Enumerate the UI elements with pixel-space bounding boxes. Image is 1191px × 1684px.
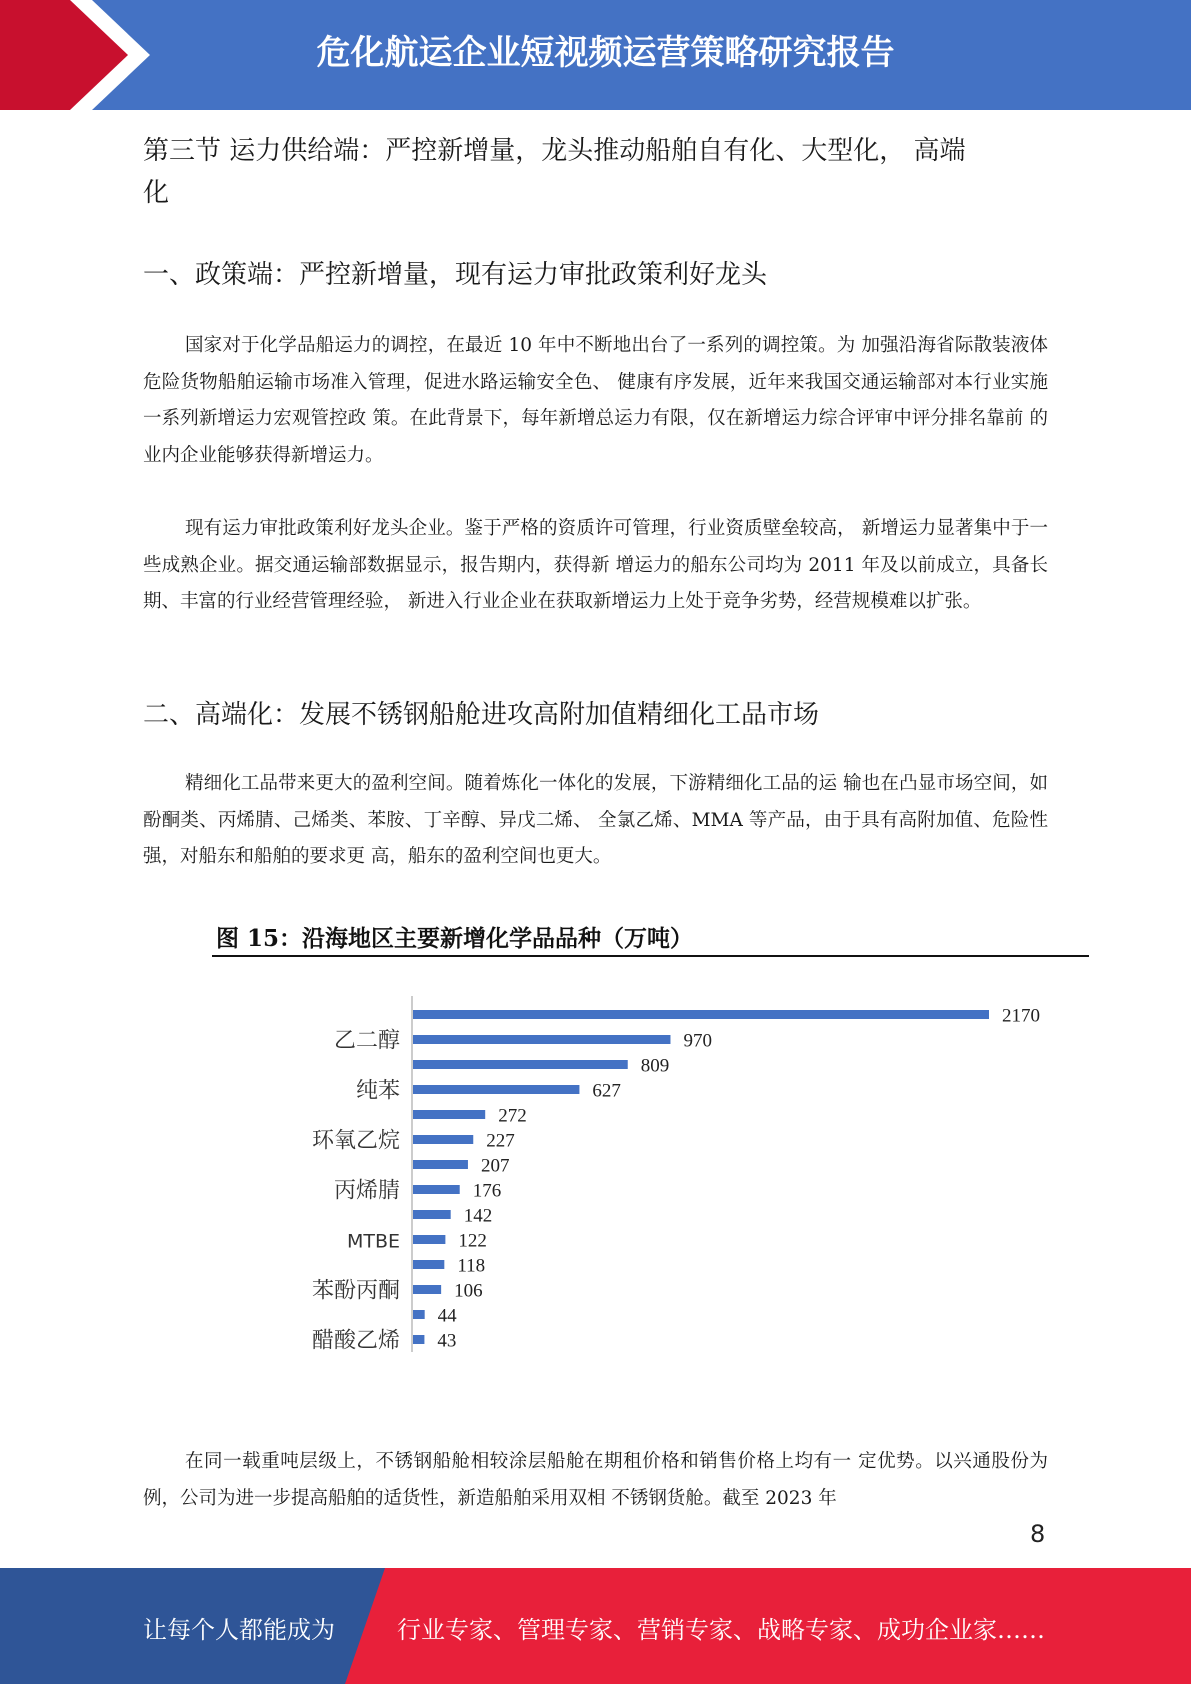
chart-value-label: 970	[683, 1030, 712, 1052]
chart-bar	[413, 1035, 670, 1044]
chart-bar	[413, 1110, 485, 1119]
chart-bar	[413, 1060, 628, 1069]
chart-value-label: 43	[437, 1330, 457, 1352]
part2-paragraph-2: 在同一载重吨层级上，不锈钢船舱相较涂层船舱在期租价格和销售价格上均有一 定优势。以兴通股份为例，公司为进一步提高船舶的适货性，新造船舶采用双相 不锈钢货舱。截至 2023 年	[143, 1451, 1048, 1509]
chart-value-label: 207	[480, 1155, 510, 1177]
report-title: 危化航运企业短视频运营策略研究报告	[316, 33, 895, 73]
chart-bar	[413, 1285, 441, 1294]
chart-value-label: 44	[437, 1305, 457, 1327]
chart-category-label: 苯酚丙酮	[311, 1278, 400, 1304]
chart-bar	[413, 1010, 989, 1019]
chart-bar	[413, 1135, 473, 1144]
chart-value-label: 227	[486, 1130, 515, 1152]
part1-heading: 一、政策端：严控新增量，现有运力审批政策利好龙头	[143, 260, 768, 290]
part1-paragraph-1: 国家对于化学品船运力的调控，在最近 10 年中不断地出台了一系列的调控策。为 加强沿海省际散装液体危险货物船舶运输市场准入管理，促进水路运输安全色、 健康有序发展，近年来我国交通运输部对本行业实施一系列新增运力宏观管控政 策。在此背景下，每年新增总运力有限，仅在新增运力综合评审中评分排名靠前 的业内企业能够获得新增运力。	[143, 335, 1048, 466]
chart-value-label: 176	[472, 1180, 502, 1202]
chart-category-label: MTBE	[346, 1230, 400, 1253]
section-title-line1: 第三节 运力供给端：严控新增量，龙头推动船舶自有化、大型化， 高端	[143, 136, 966, 166]
chart-bar	[413, 1210, 451, 1219]
chart-value-label: 2170	[1002, 1005, 1040, 1027]
chart-bar	[413, 1335, 424, 1344]
chart-title-rule	[212, 955, 1089, 957]
page-number: 8	[1030, 1520, 1046, 1548]
chart-category-label: 纯苯	[355, 1078, 400, 1104]
chart-bar	[413, 1260, 444, 1269]
chart-value-label: 118	[457, 1255, 486, 1277]
footer-slogan-left: 让每个人都能成为	[143, 1616, 335, 1644]
section-title-line2: 化	[143, 178, 170, 208]
bar-chart	[212, 990, 1062, 1360]
chart-bar	[413, 1160, 468, 1169]
chart-value-label: 809	[640, 1055, 670, 1077]
chart-value-label: 142	[463, 1205, 493, 1227]
chart-category-label: 环氧乙烷	[311, 1128, 400, 1154]
chart-bar	[413, 1085, 579, 1094]
chart-category-label: 丙烯腈	[333, 1178, 400, 1204]
chart-bar	[413, 1310, 425, 1319]
chart-bar	[413, 1235, 445, 1244]
chart-value-label: 122	[458, 1230, 487, 1252]
footer-slogan-right: 行业专家、管理专家、营销专家、战略专家、成功企业家……	[397, 1616, 1045, 1644]
part2-heading: 二、高端化：发展不锈钢船舱进攻高附加值精细化工品市场	[143, 700, 820, 730]
chart-title: 图 15：沿海地区主要新增化学品品种（万吨）	[216, 925, 694, 952]
chart-category-label: 乙二醇	[333, 1028, 400, 1054]
chart-value-label: 627	[592, 1080, 621, 1102]
chart-bar	[413, 1185, 460, 1194]
part2-paragraph-1: 精细化工品带来更大的盈利空间。随着炼化一体化的发展，下游精细化工品的运 输也在凸显市场空间，如酚酮类、丙烯腈、己烯类、苯胺、丁辛醇、异戊二烯、 全氯乙烯、MMA 等产品，由于具有高附加值、危险性强，对船东和船舶的要求更 高，船东的盈利空间也更大。	[143, 773, 1048, 867]
chart-value-label: 272	[498, 1105, 527, 1127]
part1-paragraph-2: 现有运力审批政策利好龙头企业。鉴于严格的资质许可管理，行业资质壁垒较高， 新增运力显著集中于一些成熟企业。据交通运输部数据显示，报告期内，获得新 增运力的船东公司均为 2011 年及以前成立，具备长期、丰富的行业经营管理经验， 新进入行业企业在获取新增运力上处于竞争劣势，经营规模难以扩张。	[143, 518, 1048, 612]
section-title	[143, 130, 1043, 214]
chart-category-label: 醋酸乙烯	[311, 1328, 400, 1354]
chart-value-label: 106	[454, 1280, 483, 1302]
